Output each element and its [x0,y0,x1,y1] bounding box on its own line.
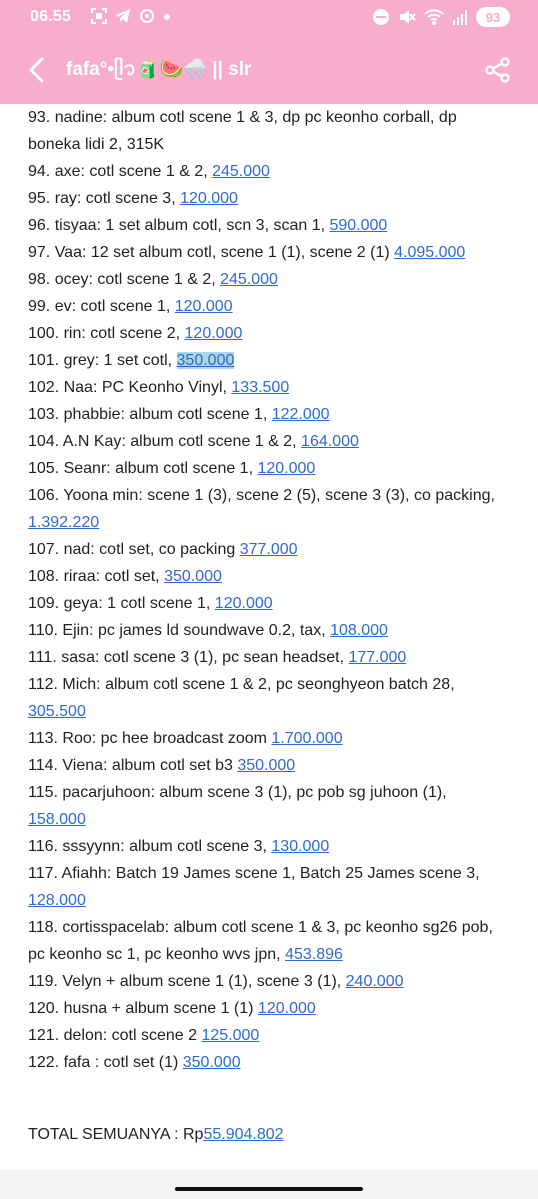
status-bar [0,0,538,34]
list-item [28,1022,528,1049]
price-link[interactable]: 305.500 [28,703,86,720]
list-item-text: 101. grey: 1 set cotl, [28,352,177,369]
list-item [28,671,528,698]
price-link[interactable]: 108.000 [330,622,388,639]
back-arrow-icon[interactable] [24,56,52,84]
list-item-text: 96. tisyaa: 1 set album cotl, scn 3, scan 1, [28,217,330,234]
price-link[interactable]: 350.000 [164,568,222,585]
list-item [28,941,528,968]
list-item [28,995,528,1022]
price-link[interactable]: 350.000 [237,757,296,774]
list-item-text: 116. sssyynn: album cotl scene 3, [28,838,272,855]
price-link[interactable]: 377.000 [239,541,298,558]
list-item [28,104,528,131]
price-link[interactable]: 120.000 [257,460,316,477]
status-left-icons [91,8,171,24]
list-item [28,644,528,671]
price-link[interactable]: 120.000 [184,325,243,342]
list-item [28,239,528,266]
list-item-text: 120. husna + album scene 1 (1) [28,1000,258,1017]
list-item [28,482,528,509]
list-item [28,131,528,158]
list-item [28,968,528,995]
list-item-text: 111. sasa: cotl scene 3 (1), pc sean headset, [28,649,349,666]
price-link[interactable]: 1.392.220 [28,514,100,531]
list-item-text: boneka lidi 2, 315K [28,136,165,153]
list-item [28,320,528,347]
price-link[interactable]: 120.000 [257,1000,316,1017]
list-item-text: pc keonho sc 1, pc keonho wvs jpn, [28,946,286,963]
list-item [28,374,528,401]
price-link[interactable]: 350.000 [182,1054,241,1071]
total-value-link[interactable]: 55.904.802 [203,1126,284,1143]
price-link[interactable]: 4.095.000 [394,244,466,261]
price-link[interactable]: 350.000 [176,352,235,369]
price-link[interactable]: 158.000 [28,811,86,828]
list-item-text: 121. delon: cotl scene 2 [28,1027,202,1044]
list-item [28,509,528,536]
list-item-text: 100. rin: cotl scene 2, [28,325,185,342]
price-link[interactable]: 164.000 [301,433,359,450]
price-link[interactable]: 1.700.000 [271,730,343,747]
list-item [28,1049,528,1076]
price-link[interactable]: 120.000 [174,298,233,315]
list-item [28,752,528,779]
list-item-text: 93. nadine: album cotl scene 1 & 3, dp pc keonho corball, dp [28,109,457,126]
navigation-bar [0,1170,538,1199]
list-item-text: 109. geya: 1 cotl scene 1, [28,595,215,612]
price-link[interactable]: 125.000 [201,1027,260,1044]
list-item [28,860,528,887]
list-item [28,833,528,860]
list-item-text: 114. Viena: album cotl set b3 [28,757,238,774]
list-item [28,266,528,293]
list-item-text: 104. A.N Kay: album cotl scene 1 & 2, [28,433,302,450]
price-link[interactable]: 177.000 [348,649,407,666]
price-link[interactable]: 120.000 [180,190,238,207]
price-link[interactable]: 133.500 [231,379,290,396]
list-item-text: 95. ray: cotl scene 3, [28,190,181,207]
list-item [28,293,528,320]
list-item-text: 98. ocey: cotl scene 1 & 2, [28,271,221,288]
list-item [28,158,528,185]
status-time: 06.55 [30,8,72,25]
battery-indicator [476,7,510,27]
note-content [28,104,528,1076]
list-item [28,806,528,833]
list-item [28,887,528,914]
list-item-text: 113. Roo: pc hee broadcast zoom [28,730,272,747]
list-item [28,212,528,239]
list-item-text: 94. axe: cotl scene 1 & 2, [28,163,213,180]
list-item [28,428,528,455]
list-item [28,914,528,941]
list-item-text: 103. phabbie: album cotl scene 1, [28,406,272,423]
telegram-icon [115,8,131,24]
list-item-text: 115. pacarjuhoon: album scene 3 (1), pc pob sg juhoon (1), [28,784,447,801]
price-link[interactable]: 122.000 [271,406,330,423]
list-item [28,536,528,563]
list-item [28,401,528,428]
total-line [28,1126,284,1144]
battery-level: 93 [485,9,501,25]
list-item [28,455,528,482]
list-item-text: 118. cortisspacelab: album cotl scene 1 & 3, pc keonho sg26 pob, [28,919,493,936]
list-item [28,698,528,725]
share-icon[interactable] [484,56,512,84]
list-item [28,563,528,590]
price-link[interactable]: 240.000 [345,973,404,990]
target-icon [139,8,155,24]
signal-icon [452,8,468,26]
list-item [28,779,528,806]
scan-icon [91,8,107,24]
status-right-icons [372,7,510,27]
total-label: TOTAL SEMUANYA : Rp [28,1126,204,1143]
list-item [28,185,528,212]
price-link[interactable]: 120.000 [214,595,273,612]
mute-icon [398,8,416,26]
wifi-icon [424,8,444,26]
list-item-text: 99. ev: cotl scene 1, [28,298,175,315]
list-item-text: 106. Yoona min: scene 1 (3), scene 2 (5), scene 3 (3), co packing, [28,487,495,504]
dnd-icon [372,8,390,26]
app-header [0,0,538,104]
list-item-text: 105. Seanr: album cotl scene 1, [28,460,258,477]
chat-title: fafa°•ᥫ᭡🧃🍉🌨️ || slr [66,59,252,80]
list-item-text: 119. Velyn + album scene 1 (1), scene 3 (1), [28,973,346,990]
price-link[interactable]: 245.000 [212,163,270,180]
dot-icon [163,8,171,24]
list-item [28,725,528,752]
list-item [28,347,528,374]
list-item-text: 122. fafa : cotl set (1) [28,1054,183,1071]
price-link[interactable]: 130.000 [271,838,330,855]
price-link[interactable]: 245.000 [220,271,278,288]
list-item-text: 117. Afiahh: Batch 19 James scene 1, Batch 25 James scene 3, [28,865,480,882]
price-link[interactable]: 590.000 [329,217,388,234]
price-link[interactable]: 128.000 [28,892,86,909]
list-item-text: 97. Vaa: 12 set album cotl, scene 1 (1), scene 2 (1) [28,244,395,261]
list-item [28,590,528,617]
list-item-text: 112. Mich: album cotl scene 1 & 2, pc seonghyeon batch 28, [28,676,455,693]
list-item-text: 110. Ejin: pc james ld soundwave 0.2, tax, [28,622,331,639]
list-item [28,617,528,644]
price-link[interactable]: 453.896 [285,946,343,963]
home-gesture-pill[interactable] [175,1187,363,1191]
list-item-text: 107. nad: cotl set, co packing [28,541,240,558]
list-item-text: 108. riraa: cotl set, [28,568,165,585]
list-item-text: 102. Naa: PC Keonho Vinyl, [28,379,232,396]
